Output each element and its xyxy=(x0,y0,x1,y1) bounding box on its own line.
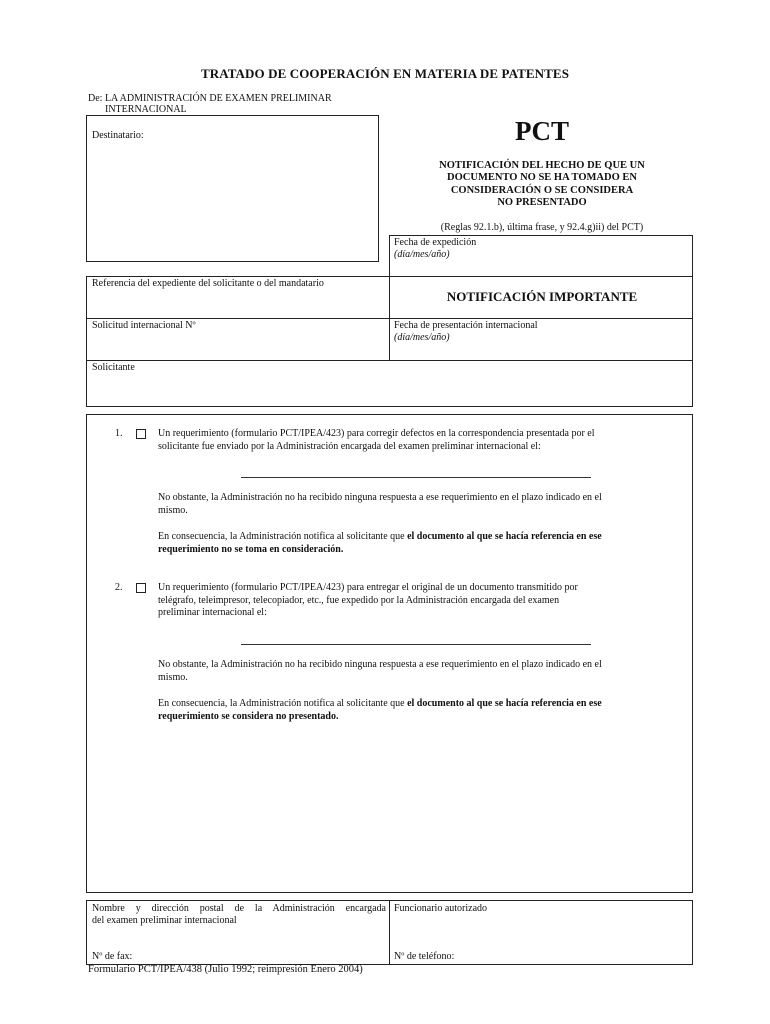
pct-logo-text: PCT xyxy=(515,116,569,146)
item-1-no-response-line-2: mismo. xyxy=(158,504,188,516)
item-2-number: 2. xyxy=(115,582,123,593)
form-footer: Formulario PCT/IPEA/438 (Julio 1992; reimpresión Enero 2004) xyxy=(88,964,363,975)
item-1-no-response xyxy=(158,492,678,517)
item-1-consequence-bold-2: requerimiento no se toma en consideración. xyxy=(158,543,344,555)
item-2-line-2: telégrafo, teleimpresor, telecopiador, etc., fue expedido por la Administración encargada del examen xyxy=(158,594,560,606)
filing-date-box[interactable] xyxy=(389,318,693,361)
item-1-statement xyxy=(158,428,678,453)
recipient-box[interactable] xyxy=(86,115,379,262)
item-2-no-response-line-2: mismo. xyxy=(158,671,188,683)
item-1-number: 1. xyxy=(115,428,123,439)
item-2-no-response-line-1: No obstante, la Administración no ha recibido ninguna respuesta a ese requerimiento en el plazo indicado en el xyxy=(158,659,602,670)
notification-title-line-1: NOTIFICACIÓN DEL HECHO DE QUE UN xyxy=(439,160,645,171)
application-number-box[interactable] xyxy=(86,318,390,361)
issue-date-format: (día/mes/año) xyxy=(394,249,450,260)
item-2-consequence-prefix: En consecuencia, la Administración notifica al solicitante que xyxy=(158,698,408,709)
notification-title-line-3: CONSIDERACIÓN O SE CONSIDERA xyxy=(450,184,634,196)
notification-title-line-4: NO PRESENTADO xyxy=(497,196,587,208)
item-2-line-1: Un requerimiento (formulario PCT/IPEA/423) para entregar el original de un documento transmitido por xyxy=(158,582,578,593)
authority-address-box[interactable] xyxy=(86,900,390,965)
filing-date-label: Fecha de presentación internacional xyxy=(394,320,538,331)
item-1-date-line[interactable] xyxy=(241,477,591,478)
item-2-consequence xyxy=(158,698,678,723)
rules-reference: (Reglas 92.1.b), última frase, y 92.4.g)ii) del PCT) xyxy=(440,222,644,233)
item-1-line-1: Un requerimiento (formulario PCT/IPEA/423) para corregir defectos en la correspondencia presentada por el xyxy=(158,428,595,439)
item-1-no-response-line-1: No obstante, la Administración no ha recibido ninguna respuesta a ese requerimiento en el plazo indicado en el xyxy=(158,492,602,503)
item-2-statement xyxy=(158,582,678,620)
issue-date-label: Fecha de expedición xyxy=(394,237,477,248)
recipient-label: Destinatario: xyxy=(92,130,144,141)
application-number-label: Solicitud internacional Nº xyxy=(92,320,196,331)
notification-title-line-2: DOCUMENTO NO SE HA TOMADO EN xyxy=(447,172,637,184)
item-2-line-3: preliminar internacional el: xyxy=(158,607,267,618)
item-2-consequence-bold-2: requerimiento se considera no presentado. xyxy=(158,710,339,722)
item-2-consequence-bold-1: el documento al que se hacía referencia en ese xyxy=(407,698,602,709)
notification-title xyxy=(390,160,694,209)
authority-label-line-1: Nombre y dirección postal de la Administración encargada xyxy=(92,903,386,914)
item-2-no-response xyxy=(158,659,678,684)
item-1-consequence xyxy=(158,531,678,556)
item-1-consequence-bold-1: el documento al que se hacía referencia en ese xyxy=(407,531,602,542)
authorized-officer-label: Funcionario autorizado xyxy=(394,903,488,914)
sender-block xyxy=(88,93,332,115)
fax-label: Nº de fax: xyxy=(92,951,133,962)
form-title: TRATADO DE COOPERACIÓN EN MATERIA DE PATENTES xyxy=(200,66,570,81)
authority-label-line-2: del examen preliminar internacional xyxy=(92,915,237,926)
applicant-label: Solicitante xyxy=(92,362,135,373)
item-1-checkbox[interactable] xyxy=(136,429,146,439)
important-notice: NOTIFICACIÓN IMPORTANTE xyxy=(446,289,638,304)
filing-date-format: (día/mes/año) xyxy=(394,332,450,343)
item-2-date-line[interactable] xyxy=(241,644,591,645)
sender-prefix: De: xyxy=(88,93,103,104)
item-1-consequence-prefix: En consecuencia, la Administración notifica al solicitante que xyxy=(158,531,408,542)
file-reference-box[interactable] xyxy=(86,276,390,319)
authorized-officer-box[interactable] xyxy=(389,900,693,965)
issue-date-box[interactable] xyxy=(389,235,693,277)
applicant-box[interactable] xyxy=(86,360,693,407)
file-reference-label: Referencia del expediente del solicitante o del mandatario xyxy=(92,278,324,289)
sender-line-2: INTERNACIONAL xyxy=(105,104,187,115)
notification-body-box xyxy=(86,414,693,893)
sender-line-1: LA ADMINISTRACIÓN DE EXAMEN PRELIMINAR xyxy=(104,93,332,104)
item-1-line-2: solicitante fue enviado por la Administración encargada del examen preliminar internacional el: xyxy=(158,440,541,452)
item-2-checkbox[interactable] xyxy=(136,583,146,593)
phone-label: Nº de teléfono: xyxy=(394,951,455,962)
